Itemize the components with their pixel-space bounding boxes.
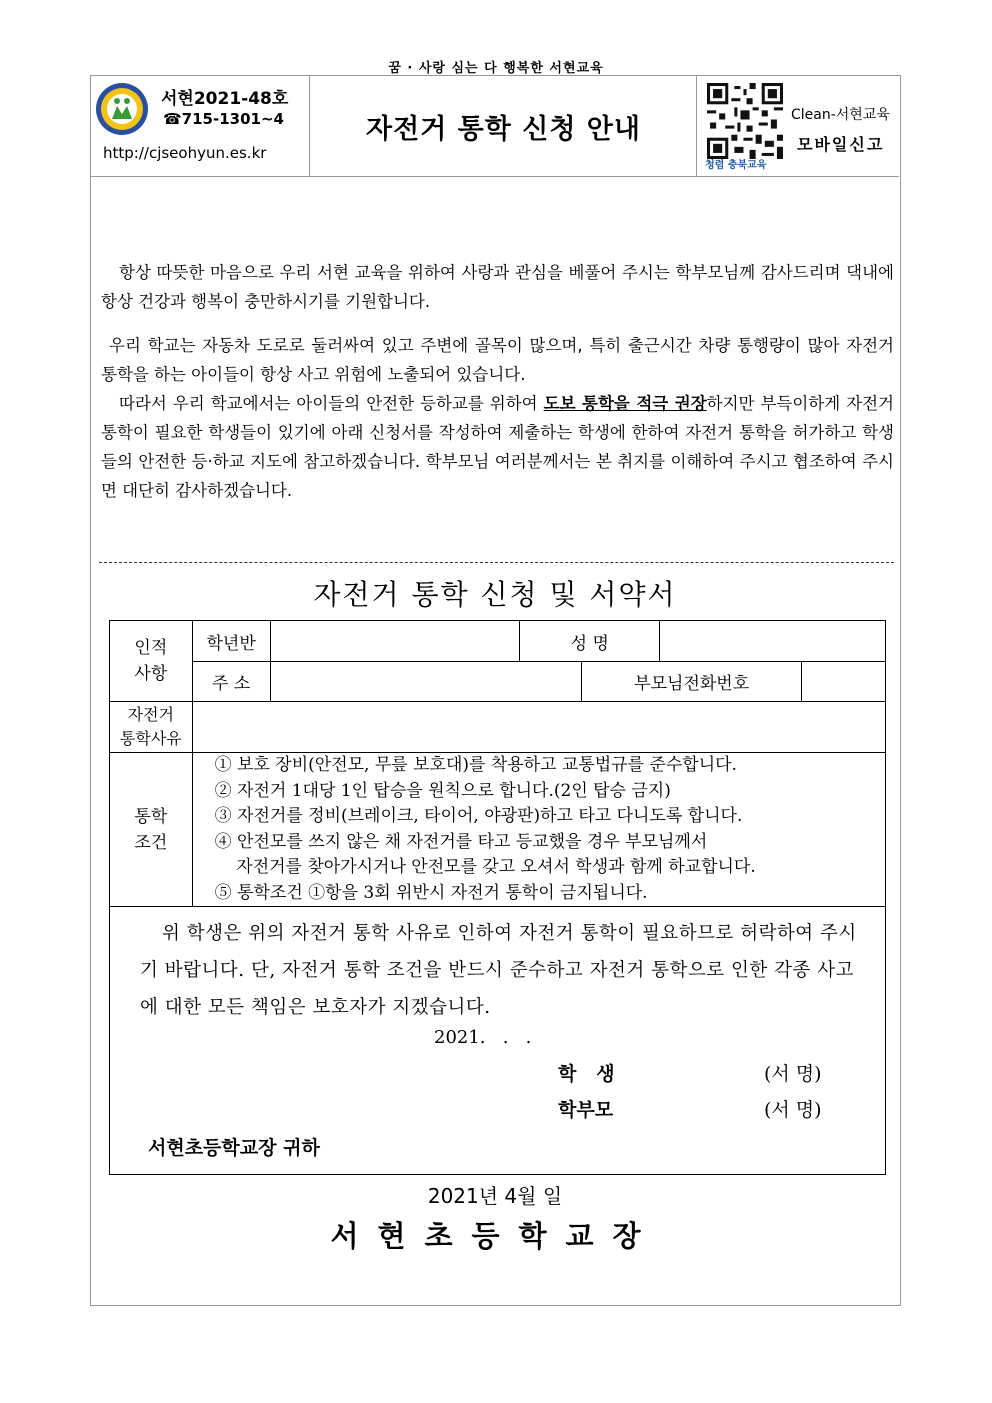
pledge-date: 2021. . . [434, 1027, 532, 1048]
principal-name: 서현초등학교장 [330, 1219, 660, 1253]
condition-item: ⑤ 통학조건 ①항을 3회 위반시 자전거 통학이 금지됩니다. [214, 882, 648, 903]
clean-label: Clean-서현교육 [791, 107, 890, 123]
pledge-text: 위 학생은 위의 자전거 통학 사유로 인하여 자전거 통학이 필요하므로 허락하여 주시기 바랍니다. 단, 자전거 통학 조건을 반드시 준수하고 자전거 통학으로 인한 각종 사고에 대한 모든 책임은 보호자가 지겠습니다. [140, 923, 857, 1018]
header-divider [696, 76, 697, 176]
addressee: 서현초등학교장 귀하 [148, 1137, 320, 1159]
parent-phone-label: 부모님전화번호 [582, 662, 802, 702]
qr-caption: 청렴 충북교육 [705, 160, 767, 171]
condition-item: ④ 안전모를 쓰지 않은 채 자전거를 타고 등교했을 경우 부모님께서 [214, 831, 708, 852]
issue-date: 2021년 4월 일 [427, 1184, 563, 1208]
cut-line [99, 562, 894, 563]
address-label: 주 소 [192, 662, 270, 702]
mobile-report-label: 모바일신고 [797, 135, 885, 154]
letter-body [101, 258, 894, 505]
reason-label: 자전거 통학사유 [110, 702, 193, 753]
letter-paragraph-3-start: 따라서 우리 학교에서는 아이들의 안전한 등하교를 위하여 [119, 394, 544, 413]
parent-phone-field[interactable] [802, 662, 886, 702]
header [91, 76, 899, 177]
school-url[interactable]: http://cjseohyun.es.kr [103, 144, 267, 162]
conditions-label: 통학 조건 [110, 753, 193, 907]
student-label: 학 생 [558, 1063, 615, 1085]
slogan: 꿈 · 사랑 심는 다 행복한 서현교육 [388, 61, 604, 76]
conditions-list [192, 753, 885, 907]
header-left-cell [91, 76, 310, 176]
address-field[interactable] [270, 662, 582, 702]
form-title: 자전거 통학 신청 및 서약서 [313, 578, 677, 611]
grade-class-field[interactable] [270, 621, 520, 662]
letter-paragraph-1: 항상 따뜻한 마음으로 우리 서현 교육을 위하여 사랑과 관심을 베풀어 주시는 학부모님께 감사드리며 댁내에 항상 건강과 행복이 충만하시기를 기원합니다. [101, 263, 894, 311]
letter-paragraph-2: 우리 학교는 자동차 도로로 둘러싸여 있고 주변에 골목이 많으며, 특히 출근시간 차량 통행량이 많아 자전거 통학을 하는 아이들이 항상 사고 위험에 노출되어 있습니다. [101, 336, 894, 384]
page-title: 자전거 통학 신청 안내 [366, 113, 641, 145]
condition-item: 자전거를 찾아가시거나 안전모를 갖고 오셔서 학생과 함께 하교합니다. [214, 857, 756, 877]
school-phone: ☎715-1301~4 [163, 110, 284, 128]
document-number: 서현2021-48호 [161, 89, 289, 109]
condition-item: ③ 자전거를 정비(브레이크, 타이어, 야광판)하고 타고 다니도록 합니다. [214, 806, 743, 826]
document-frame [90, 75, 901, 1306]
application-form [109, 620, 886, 1175]
personal-info-label: 인적 사항 [110, 621, 193, 702]
parent-label: 학부모 [558, 1099, 614, 1121]
student-signature[interactable]: (서 명) [764, 1063, 822, 1085]
qr-code-icon[interactable] [707, 83, 783, 159]
reason-field[interactable] [192, 702, 885, 753]
condition-item: ① 보호 장비(안전모, 무릎 보호대)를 착용하고 교통법규를 준수합니다. [214, 755, 737, 775]
parent-signature[interactable]: (서 명) [764, 1099, 822, 1121]
name-label: 성 명 [520, 621, 660, 662]
walking-emphasis: 도보 통학을 적극 권장 [543, 394, 707, 413]
grade-class-label: 학년반 [192, 621, 270, 662]
pledge-section [110, 907, 886, 1175]
name-field[interactable] [660, 621, 886, 662]
school-logo-icon [95, 82, 149, 136]
letter-paragraph-3 [101, 389, 894, 505]
letter-paragraph-3-end: 하지만 부득이하게 자전거 통학이 필요한 학생들이 있기에 아래 신청서를 작성하여 제출하는 학생에 한하여 자전거 통학을 허가하고 학생들의 안전한 등·하교 지도에 참고하겠습니다. 학부모님 여러분께서는 본 취지를 이해하여 주시고 협조하여 주시면 대단히 감사하겠습니다. [101, 394, 894, 500]
condition-item: ② 자전거 1대당 1인 탑승을 원칙으로 합니다.(2인 탑승 금지) [214, 780, 671, 801]
